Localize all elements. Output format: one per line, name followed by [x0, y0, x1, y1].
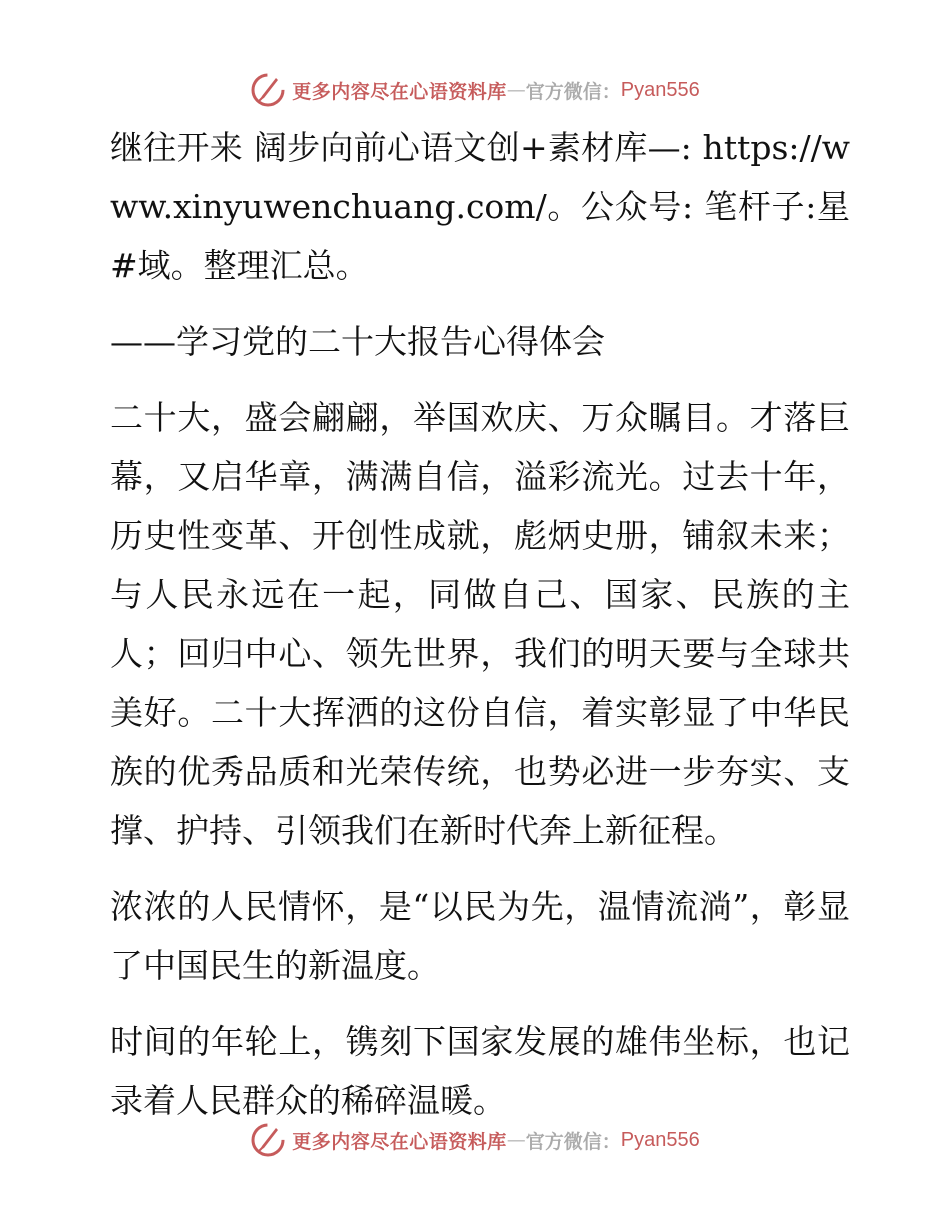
body-paragraph-1: 二十大，盛会翩翩，举国欢庆、万众瞩目。才落巨幕，又启华章，满满自信，溢彩流光。过去十年，历史性变革、开创性成就，彪炳史册，铺叙未来；与人民永远在一起，同做自己、国家、民族的主人；回归中心、领先世界，我们的明天要与全球共美好。二十大挥洒的这份自信，着实彰显了中华民族的优秀品质和光荣传统，也势必进一步夯实、支撑、护持、引领我们在新时代奔上新征程。 — [110, 398, 850, 850]
body-paragraph-2: 浓浓的人民情怀，是“以民为先，温情流淌”，彰显了中国民生的新温度。 — [110, 887, 850, 985]
banner-wechat-id: Pyan556 — [620, 78, 700, 101]
body-paragraph-3: 时间的年轮上，镌刻下国家发展的雄伟坐标，也记录着人民群众的稀碎温暖。 — [110, 1022, 850, 1120]
banner-dash: — — [506, 1129, 526, 1151]
quill-pen-logo-icon — [250, 72, 286, 108]
banner-text: 更多内容尽在心语资料库 — [292, 80, 507, 103]
header-banner — [0, 70, 950, 110]
footer-banner — [0, 1120, 950, 1160]
banner-text: 更多内容尽在心语资料库 — [292, 1130, 507, 1153]
banner-sub: 官方微信： — [525, 80, 621, 103]
intro-paragraph: 继往开来 阔步向前心语文创+素材库—: https://www.xinyuwenchuang.com/。公众号: 笔杆子:星#域。整理汇总。 — [110, 128, 850, 285]
subtitle: ——学习党的二十大报告心得体会 — [110, 322, 605, 361]
document-body — [100, 118, 850, 1147]
quill-pen-logo-icon — [250, 1122, 286, 1158]
banner-wechat-id: Pyan556 — [620, 1128, 700, 1151]
banner-dash: — — [506, 79, 526, 101]
banner-sub: 官方微信： — [525, 1130, 621, 1153]
